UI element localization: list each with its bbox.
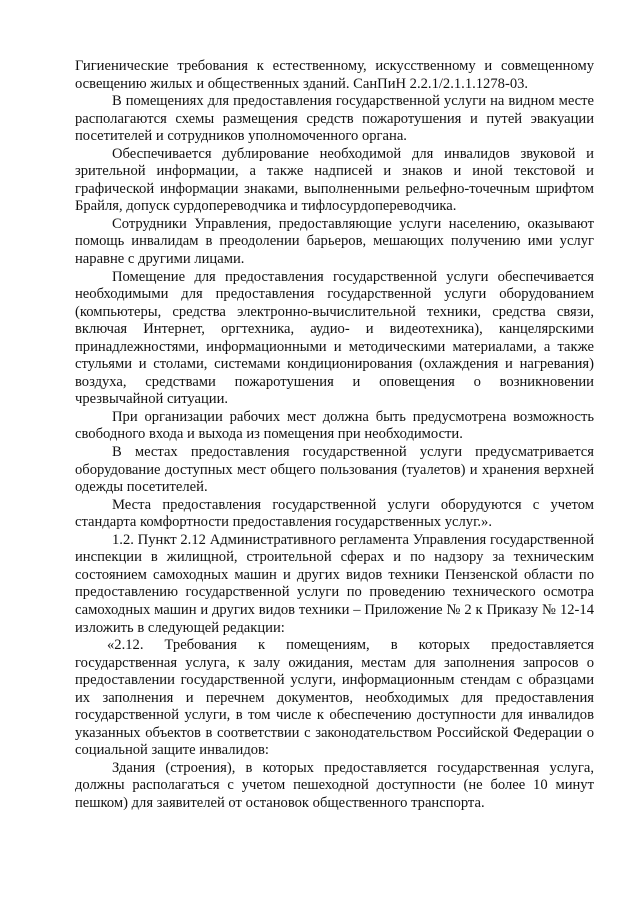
paragraph-building-location: Здания (строения), в которых предоставляется государственная услуга, должны располагаться с учетом пешеходной доступности (не более 10 минут пешком) для заявителей от остановок общественного транспорта.	[75, 759, 594, 811]
paragraph-item-2-12: «2.12. Требования к помещениям, в которых предоставляется государственная услуга, к залу ожидания, местам для заполнения запросов о предоставлении государственной услуги, информационным стендам с образцами их заполнения и перечнем документов, необходимых для предоставления государственной услуги, в том числе к обеспечению доступности для инвалидов указанных объектов в соответствии с законодательством Российской Федерации о социальной защите инвалидов:	[75, 637, 594, 759]
paragraph-sanpin-reference: Гигиенические требования к естественному, искусственному и совмещенному освещению жилых и общественных зданий. СанПиН 2.2.1/2.1.1.1278-03.	[75, 58, 594, 92]
paragraph-staff-assistance: Сотрудники Управления, предоставляющие услуги населению, оказывают помощь инвалидам в преодолении барьеров, мешающих получению ими услуг наравне с другими лицами.	[75, 215, 594, 268]
paragraph-braille-duplication: Обеспечивается дублирование необходимой для инвалидов звуковой и зрительной информации, а также надписей и знаков и иной текстовой и графической информации знаками, выполненными рельефно-точечным шрифтом Брайля, допуск сурдопереводчика и тифлосурдопереводчика.	[75, 145, 594, 215]
paragraph-evacuation-schemes: В помещениях для предоставления государственной услуги на видном месте располагаются схемы размещения средств пожаротушения и путей эвакуации посетителей и сотрудников уполномоченного органа.	[75, 93, 594, 145]
paragraph-item-1-2: 1.2. Пункт 2.12 Административного регламента Управления государственной инспекции в жилищной, строительной сферах и по надзору за техническим состоянием самоходных машин и других видов техники Пензенской области по предоставлению государственной услуги по проведению технического осмотра самоходных машин и других видов техники – Приложение № 2 к Приказу № 12-14 изложить в следующей редакции:	[75, 531, 594, 636]
paragraph-public-facilities: В местах предоставления государственной услуги предусматривается оборудование доступных мест общего пользования (туалетов) и хранения верхней одежды посетителей.	[75, 444, 594, 496]
paragraph-workplace-access: При организации рабочих мест должна быть предусмотрена возможность свободного входа и выхода из помещения при необходимости.	[75, 408, 594, 443]
paragraph-comfort-standard: Места предоставления государственной услуги оборудуются с учетом стандарта комфортности предоставления государственных услуг.».	[75, 496, 594, 531]
paragraph-equipment: Помещение для предоставления государственной услуги обеспечивается необходимыми для предоставления государственной услуги оборудованием (компьютеры, средства электронно-вычислительной техники, средства связи, включая Интернет, оргтехника, аудио- и видеотехника), канцелярскими принадлежностями, информационными и методическими материалами, а также стульями и столами, системами кондиционирования (охлаждения и нагревания) воздуха, средствами пожаротушения и оповещения о возникновении чрезвычайной ситуации.	[75, 268, 594, 408]
document-body	[75, 58, 594, 813]
